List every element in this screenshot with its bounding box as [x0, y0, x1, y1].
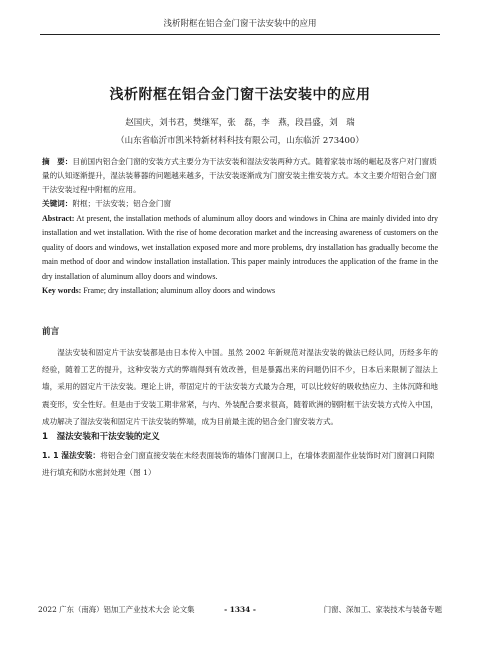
running-header: 浅析附框在铝合金门窗干法安装中的应用 — [40, 14, 440, 35]
footer-topic: 门窗、深加工、家装技术与装备专题 — [323, 605, 442, 614]
abstract-zh-text: 目前国内铝合金门窗的安装方式主要分为干法安装和湿法安装两种方式。随着家装市场的崛起及客户对门窗质量的认知逐渐提升，湿法装幕器的问题越来越多，干法安装逐渐成为门窗安装主推安装方式。本文主要介绍铝合金门窗干法安装过程中附框的应用。 — [42, 157, 437, 195]
preface-paragraph: 湿法安装和固定片干法安装都是由日本传入中国。虽然 2002 年新规范对湿法安装的做法已经认同，历经多年的经验，随着工艺的提升，这种安装方式的弊端得到有效改善，但是暴露出来的问题仍旧不少，日本后来限制了湿法上墙，采用的固定片干法安装。理论上讲，带固定片的干法安装方式最为合理，可以比较好的吸收热应力、主体沉降和地震变形，安全性好。但是由于安装工期非常紧，与内、外装配合要求很高，随着欧洲的钢附框干法安装方式传入中国，成功解决了湿法安装和固定片干法安装的弊端，成为目前最主流的铝合金门窗安装方式。 — [42, 348, 438, 426]
subsection-1-1-label: 1. 1 湿法安装： — [42, 451, 101, 460]
keywords-zh-text: 附框；干法安装；铝合金门窗 — [72, 199, 172, 208]
affiliation: （山东省临沂市凯米特新材料科技有限公司，山东临沂 273400） — [116, 136, 364, 146]
abstract-en — [42, 212, 438, 284]
keywords-en-label: Key words: — [42, 286, 82, 295]
subsection-1-1-text: 将铝合金门窗直接安装在未经表面装饰的墙体门窗洞口上，在墙体表面湿作业装饰时对门窗洞口间隙进行填充和防水密封处理（图 1） — [42, 451, 435, 477]
abstract-en-text: At present, the installation methods of aluminum alloy doors and windows in China are mainly divided into dry installation and wet installation. With the rise of home decoration market and the increasing awareness of customers on the quality of doors and windows, wet installation exposed more and more problems, dry installation has gradually become the main method of door and window installation installation. This paper mainly introduces the application of the frame in the dry installation of aluminum alloy doors and windows. — [42, 214, 438, 281]
keywords-zh-label: 关键词： — [42, 199, 73, 208]
preface-heading: 前言 — [42, 327, 60, 337]
author-list: 赵国庆，刘书君，樊继军，张 磊，李 燕，段昌盛，刘 瑞 — [125, 118, 355, 128]
page-number: - 1334 - — [224, 605, 256, 614]
page-footer — [38, 604, 442, 616]
section1-heading: 1 湿法安装和干法安装的定义 — [42, 432, 160, 442]
keywords-zh — [42, 197, 438, 211]
abstract-zh-label: 摘 要： — [42, 157, 73, 166]
abstract-en-label: Abstract: — [42, 214, 75, 223]
keywords-en-text: Frame; dry installation; aluminum alloy doors and windows — [81, 286, 276, 295]
abstract-zh — [42, 155, 438, 198]
subsection-1-1 — [42, 447, 438, 481]
paper-title: 浅析附框在铝合金门窗干法安装中的应用 — [109, 87, 371, 103]
keywords-en — [42, 284, 438, 298]
footer-conference: 2022 广东（南海）铝加工产业技术大会 论文集 — [38, 605, 195, 614]
